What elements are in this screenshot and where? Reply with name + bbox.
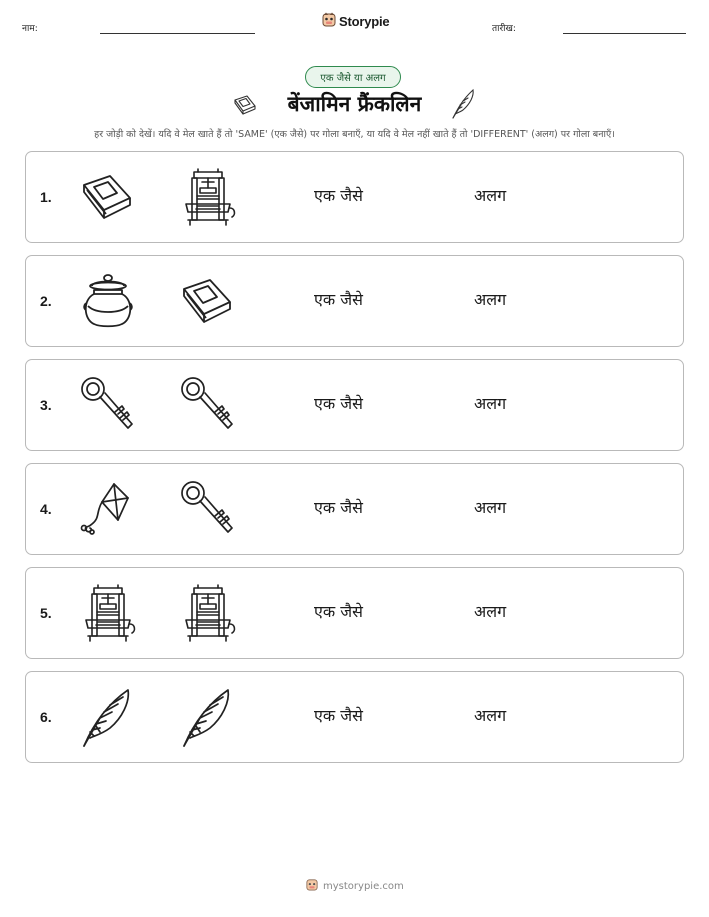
footer-site: mystorypie.com — [323, 880, 404, 892]
key-icon — [178, 480, 238, 540]
quill-icon — [78, 688, 138, 748]
question-row — [25, 567, 684, 659]
same-option[interactable]: एक जैसे — [314, 498, 363, 517]
name-field-line[interactable] — [100, 33, 255, 34]
name-label: नाम: — [22, 24, 38, 34]
kite-icon — [78, 480, 138, 540]
different-option[interactable]: अलग — [474, 394, 507, 413]
question-number: 4. — [40, 501, 52, 517]
date-label: तारीख: — [492, 24, 516, 34]
question-row — [25, 463, 684, 555]
key-icon — [78, 376, 138, 436]
different-option[interactable]: अलग — [474, 290, 507, 309]
key-icon — [178, 376, 238, 436]
question-row — [25, 359, 684, 451]
question-row — [25, 671, 684, 763]
instructions: हर जोड़ी को देखें। यदि वे मेल खाते हैं तो 'SAME' (एक जैसे) पर गोला बनाएँ, या यदि वे मेल नहीं खाते हैं तो 'DIFFERENT' (अलग) पर गोला बनाएँ। — [94, 129, 615, 140]
honey-pot-icon — [78, 272, 138, 332]
different-option[interactable]: अलग — [474, 602, 507, 621]
worksheet-type-badge: एक जैसे या अलग — [305, 66, 401, 88]
question-number: 3. — [40, 397, 52, 413]
brand-name: Storypie — [339, 14, 390, 29]
printing-press-icon — [78, 584, 138, 644]
different-option[interactable]: अलग — [474, 706, 507, 725]
storypie-mascot-icon — [306, 878, 318, 894]
page-title: बेंजामिन फ्रैंकलिन — [287, 92, 422, 116]
book-icon — [178, 272, 238, 332]
question-row — [25, 151, 684, 243]
quill-icon — [178, 688, 238, 748]
question-number: 2. — [40, 293, 52, 309]
same-option[interactable]: एक जैसे — [314, 602, 363, 621]
brand-logo — [322, 12, 389, 31]
question-number: 6. — [40, 709, 52, 725]
quill-icon — [450, 88, 476, 120]
question-number: 5. — [40, 605, 52, 621]
question-number: 1. — [40, 189, 52, 205]
different-option[interactable]: अलग — [474, 498, 507, 517]
same-option[interactable]: एक जैसे — [314, 186, 363, 205]
printing-press-icon — [178, 584, 238, 644]
date-field-line[interactable] — [563, 33, 686, 34]
same-option[interactable]: एक जैसे — [314, 290, 363, 309]
same-option[interactable]: एक जैसे — [314, 706, 363, 725]
different-option[interactable]: अलग — [474, 186, 507, 205]
question-row — [25, 255, 684, 347]
printing-press-icon — [178, 168, 238, 228]
same-option[interactable]: एक जैसे — [314, 394, 363, 413]
footer — [306, 878, 404, 894]
storypie-mascot-icon — [322, 12, 336, 31]
book-icon — [78, 168, 138, 228]
